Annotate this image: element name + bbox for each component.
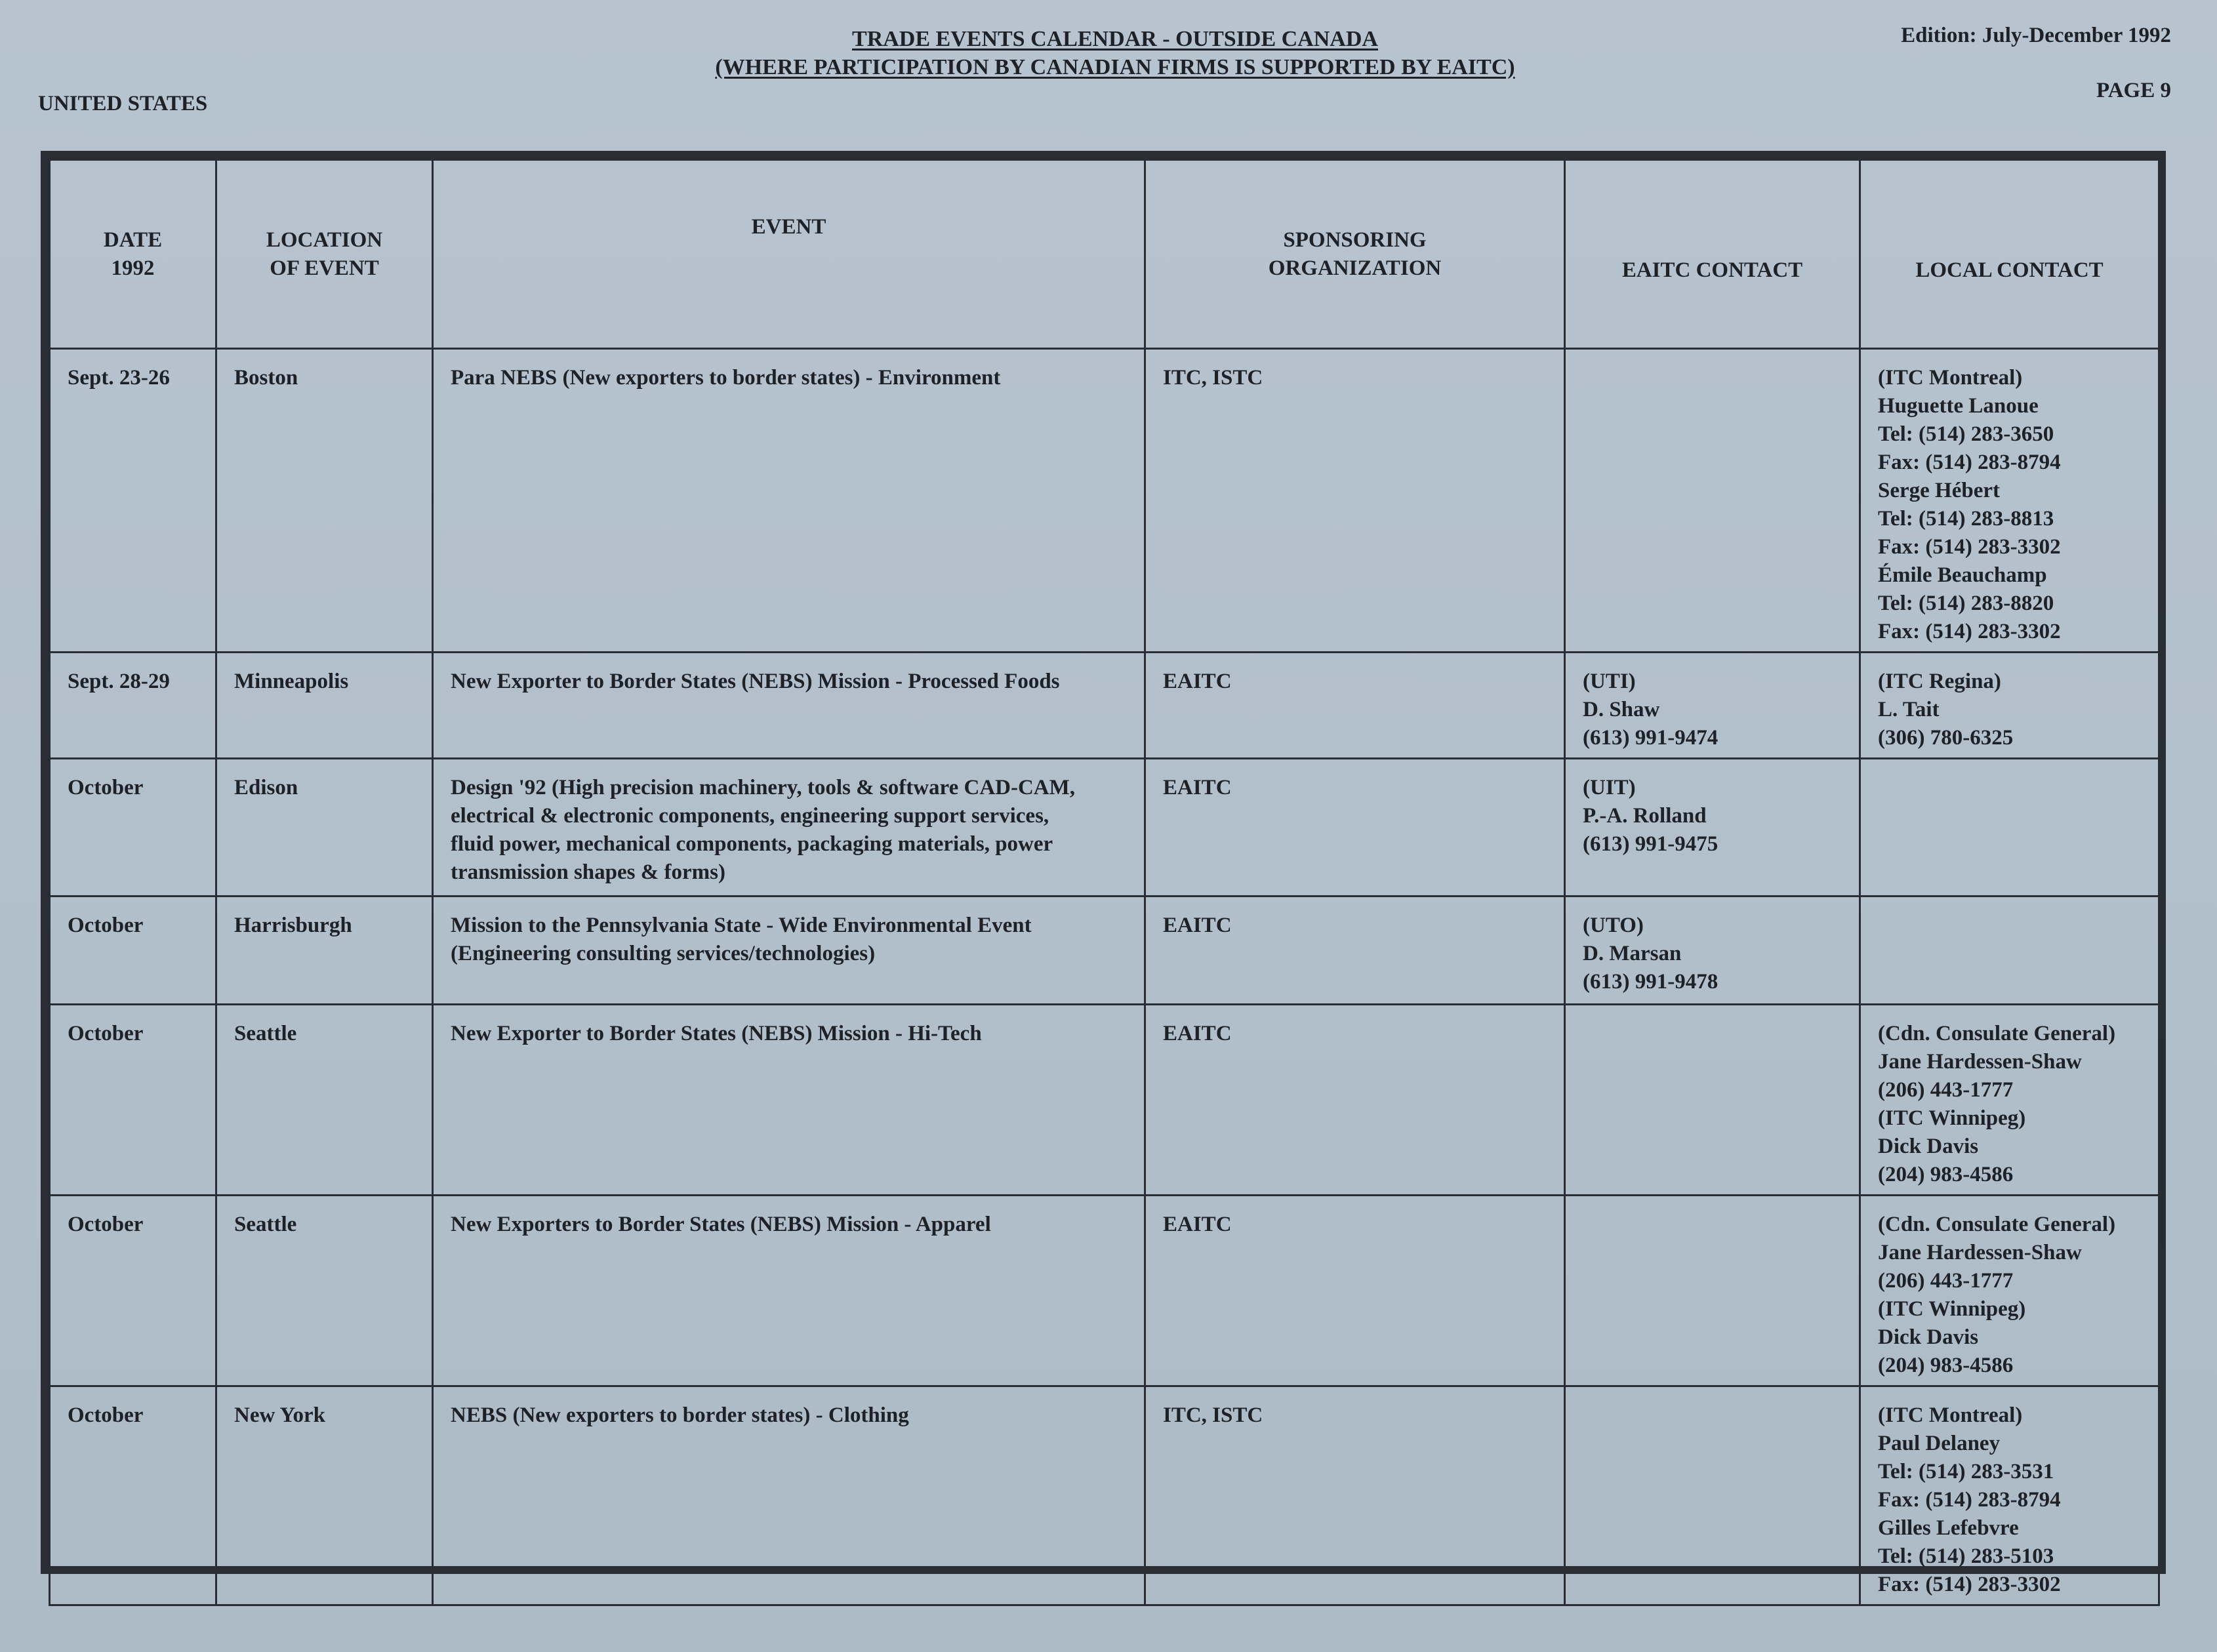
eaitc-contact-cell-line: (613) 991-9474 (1583, 726, 1719, 750)
local-contact-cell (1860, 759, 2159, 897)
eaitc-contact-cell-line: D. Shaw (1583, 698, 1660, 721)
edition-label: Edition: July-December 1992 (1901, 24, 2171, 47)
event-cell (433, 1196, 1145, 1386)
eaitc-contact-cell-line: (UTI) (1583, 670, 1636, 693)
date-cell (50, 1196, 216, 1386)
location-cell (216, 349, 433, 653)
header-eaitc-contact: EAITC CONTACT (1565, 160, 1860, 349)
events-table (49, 159, 2160, 1606)
eaitc-contact-cell-line: D. Marsan (1583, 942, 1682, 965)
location-cell (216, 1196, 433, 1386)
date-cell-text: Sept. 23-26 (68, 366, 170, 390)
local-contact-cell-line: (206) 443-1777 (1878, 1078, 2014, 1102)
page-number: PAGE 9 (2096, 79, 2171, 102)
local-contact-cell-line: (204) 983-4586 (1878, 1163, 2014, 1186)
event-cell-line: transmission shapes & forms) (451, 860, 725, 884)
eaitc-contact-cell (1565, 653, 1860, 759)
local-contact-cell (1860, 653, 2159, 759)
local-contact-cell (1860, 1005, 2159, 1196)
sponsor-cell (1145, 897, 1565, 1005)
eaitc-contact-cell-line: (UIT) (1583, 776, 1636, 799)
local-contact-cell-line: Jane Hardessen-Shaw (1878, 1241, 2082, 1264)
event-cell-line: NEBS (New exporters to border states) - Clothing (451, 1403, 909, 1427)
table-row (50, 653, 2159, 759)
local-contact-cell (1860, 897, 2159, 1005)
date-cell-text: October (68, 914, 144, 937)
table-row (50, 1196, 2159, 1386)
location-cell (216, 759, 433, 897)
eaitc-contact-cell (1565, 1386, 1860, 1605)
eaitc-contact-cell (1565, 759, 1860, 897)
eaitc-contact-cell (1565, 1005, 1860, 1196)
local-contact-cell-line: (204) 983-4586 (1878, 1354, 2014, 1377)
location-cell (216, 653, 433, 759)
header-event: EVENT (433, 160, 1145, 349)
sponsor-cell-text: EAITC (1163, 776, 1232, 799)
local-contact-cell-line: (206) 443-1777 (1878, 1269, 2014, 1293)
event-cell (433, 759, 1145, 897)
sponsor-cell-text: EAITC (1163, 1022, 1232, 1045)
location-cell (216, 897, 433, 1005)
sponsor-cell-text: EAITC (1163, 914, 1232, 937)
local-contact-cell-line: Tel: (514) 283-3650 (1878, 422, 2054, 446)
table-row (50, 897, 2159, 1005)
event-cell-line: electrical & electronic components, engineering support services, (451, 804, 1049, 828)
header-location: LOCATION OF EVENT (216, 160, 433, 349)
header-date: DATE 1992 (50, 160, 216, 349)
table-header-row (50, 160, 2159, 349)
eaitc-contact-cell (1565, 897, 1860, 1005)
location-cell-text: Seattle (234, 1022, 297, 1045)
eaitc-contact-cell (1565, 349, 1860, 653)
local-contact-cell-line: (ITC Winnipeg) (1878, 1106, 2026, 1130)
local-contact-cell-line: Fax: (514) 283-8794 (1878, 451, 2061, 474)
location-cell-text: Boston (234, 366, 298, 390)
event-cell-line: Para NEBS (New exporters to border states) - Environment (451, 366, 1001, 390)
table-row (50, 349, 2159, 653)
date-cell-text: October (68, 1022, 144, 1045)
local-contact-cell-line: Tel: (514) 283-5103 (1878, 1544, 2054, 1568)
sponsor-cell (1145, 653, 1565, 759)
local-contact-cell-line: Jane Hardessen-Shaw (1878, 1050, 2082, 1074)
local-contact-cell (1860, 1196, 2159, 1386)
event-cell-line: New Exporter to Border States (NEBS) Mission - Processed Foods (451, 670, 1060, 693)
eaitc-contact-cell-line: P.-A. Rolland (1583, 804, 1707, 828)
table-row (50, 759, 2159, 897)
local-contact-cell-line: Dick Davis (1878, 1325, 1979, 1349)
sponsor-cell-text: EAITC (1163, 670, 1232, 693)
eaitc-contact-cell-line: (613) 991-9478 (1583, 970, 1719, 994)
local-contact-cell-line: Tel: (514) 283-8813 (1878, 507, 2054, 531)
local-contact-cell-line: Fax: (514) 283-3302 (1878, 620, 2061, 643)
date-cell (50, 897, 216, 1005)
location-cell-text: Minneapolis (234, 670, 349, 693)
local-contact-cell-line: (ITC Montreal) (1878, 1403, 2023, 1427)
document-title (656, 25, 1574, 81)
local-contact-cell-line: Émile Beauchamp (1878, 563, 2047, 587)
local-contact-cell-line: Huguette Lanoue (1878, 394, 2039, 418)
local-contact-cell (1860, 349, 2159, 653)
event-cell-line: fluid power, mechanical components, packaging materials, power (451, 832, 1053, 856)
location-cell-text: Seattle (234, 1213, 297, 1236)
local-contact-cell-line: Fax: (514) 283-3302 (1878, 535, 2061, 559)
date-cell (50, 1386, 216, 1605)
event-cell-line: New Exporter to Border States (NEBS) Mission - Hi-Tech (451, 1022, 982, 1045)
location-cell (216, 1386, 433, 1605)
local-contact-cell-line: (Cdn. Consulate General) (1878, 1213, 2116, 1236)
event-cell (433, 1005, 1145, 1196)
sponsor-cell (1145, 349, 1565, 653)
event-cell (433, 653, 1145, 759)
sponsor-cell (1145, 1386, 1565, 1605)
local-contact-cell-line: Fax: (514) 283-3302 (1878, 1573, 2061, 1596)
local-contact-cell-line: Gilles Lefebvre (1878, 1516, 2019, 1540)
event-cell (433, 349, 1145, 653)
location-cell-text: Edison (234, 776, 298, 799)
header-sponsoring-organization: SPONSORING ORGANIZATION (1145, 160, 1565, 349)
date-cell (50, 759, 216, 897)
local-contact-cell-line: (Cdn. Consulate General) (1878, 1022, 2116, 1045)
sponsor-cell (1145, 1005, 1565, 1196)
location-cell (216, 1005, 433, 1196)
eaitc-contact-cell (1565, 1196, 1860, 1386)
eaitc-contact-cell-line: (613) 991-9475 (1583, 832, 1719, 856)
local-contact-cell-line: Tel: (514) 283-3531 (1878, 1460, 2054, 1483)
event-cell (433, 1386, 1145, 1605)
date-cell (50, 349, 216, 653)
country-label: UNITED STATES (38, 92, 208, 115)
event-cell-line: New Exporters to Border States (NEBS) Mission - Apparel (451, 1213, 991, 1236)
eaitc-contact-cell-line: (UTO) (1583, 914, 1644, 937)
date-cell (50, 1005, 216, 1196)
events-table-body (50, 349, 2159, 1605)
date-cell-text: Sept. 28-29 (68, 670, 170, 693)
title-line-1: TRADE EVENTS CALENDAR - OUTSIDE CANADA (852, 27, 1378, 51)
local-contact-cell-line: (ITC Winnipeg) (1878, 1297, 2026, 1321)
event-cell-line: (Engineering consulting services/technologies) (451, 942, 876, 965)
local-contact-cell-line: Fax: (514) 283-8794 (1878, 1488, 2061, 1512)
event-cell (433, 897, 1145, 1005)
local-contact-cell-line: (ITC Regina) (1878, 670, 2001, 693)
title-line-2: (WHERE PARTICIPATION BY CANADIAN FIRMS IS SUPPORTED BY EAITC) (715, 55, 1515, 79)
local-contact-cell (1860, 1386, 2159, 1605)
local-contact-cell-line: L. Tait (1878, 698, 1940, 721)
sponsor-cell (1145, 759, 1565, 897)
local-contact-cell-line: (ITC Montreal) (1878, 366, 2023, 390)
local-contact-cell-line: (306) 780-6325 (1878, 726, 2014, 750)
events-table-frame (41, 151, 2166, 1596)
sponsor-cell-text: ITC, ISTC (1163, 1403, 1263, 1427)
event-cell-line: Design '92 (High precision machinery, tools & software CAD-CAM, (451, 776, 1076, 799)
table-row (50, 1005, 2159, 1196)
sponsor-cell-text: ITC, ISTC (1163, 366, 1263, 390)
date-cell-text: October (68, 1213, 144, 1236)
event-cell-line: Mission to the Pennsylvania State - Wide Environmental Event (451, 914, 1032, 937)
location-cell-text: Harrisburgh (234, 914, 352, 937)
local-contact-cell-line: Serge Hébert (1878, 479, 2000, 502)
local-contact-cell-line: Tel: (514) 283-8820 (1878, 592, 2054, 615)
date-cell-text: October (68, 1403, 144, 1427)
local-contact-cell-line: Dick Davis (1878, 1135, 1979, 1158)
date-cell (50, 653, 216, 759)
location-cell-text: New York (234, 1403, 326, 1427)
date-cell-text: October (68, 776, 144, 799)
header-local-contact: LOCAL CONTACT (1860, 160, 2159, 349)
local-contact-cell-line: Paul Delaney (1878, 1432, 2001, 1455)
table-row (50, 1386, 2159, 1605)
sponsor-cell-text: EAITC (1163, 1213, 1232, 1236)
sponsor-cell (1145, 1196, 1565, 1386)
